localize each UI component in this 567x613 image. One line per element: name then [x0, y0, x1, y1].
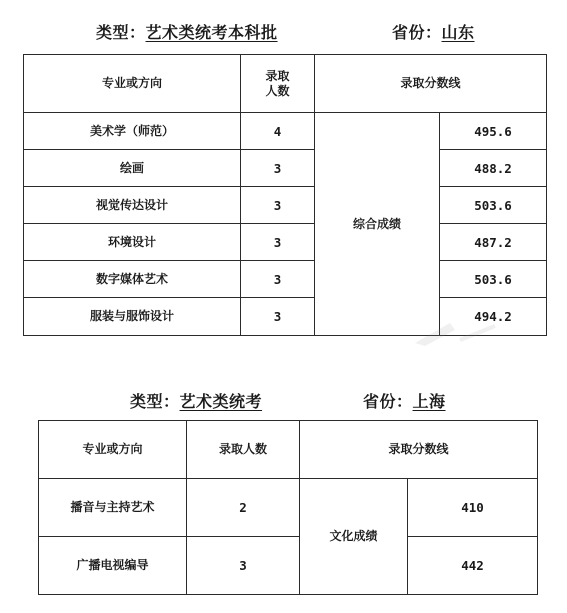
- row-count: 3: [241, 187, 315, 224]
- header-major: 专业或方向: [24, 55, 241, 113]
- header-count: [241, 55, 315, 113]
- row-major: 广播电视编导: [39, 537, 187, 595]
- row-major: 美术学（师范）: [24, 113, 241, 150]
- row-major: 绘画: [24, 150, 241, 187]
- header-count-line2: 人数: [265, 83, 290, 98]
- section1-province-label: 省份：: [392, 23, 442, 42]
- row-count: 2: [187, 479, 300, 537]
- table-row: [24, 150, 547, 187]
- section2-type-value: 艺术类统考: [179, 392, 263, 411]
- header-score: 录取分数线: [300, 421, 538, 479]
- header-count-line1: 录取: [265, 68, 290, 83]
- row-score: 495.6: [440, 113, 547, 150]
- section2-province: [363, 389, 446, 412]
- row-score: 503.6: [440, 261, 547, 298]
- row-count: 4: [241, 113, 315, 150]
- row-score: 487.2: [440, 224, 547, 261]
- section1-province: [392, 20, 475, 43]
- section1-admission-table: [23, 54, 547, 336]
- header-count: 录取人数: [187, 421, 300, 479]
- table-row: [24, 113, 547, 150]
- row-score: 442: [408, 537, 538, 595]
- header-major: 专业或方向: [39, 421, 187, 479]
- row-major: 视觉传达设计: [24, 187, 241, 224]
- score-type: 综合成绩: [315, 113, 440, 336]
- row-score: 410: [408, 479, 538, 537]
- table-header-row: [39, 421, 538, 479]
- row-score: 503.6: [440, 187, 547, 224]
- row-score: 488.2: [440, 150, 547, 187]
- table-row: [24, 298, 547, 336]
- row-count: 3: [241, 298, 315, 336]
- section2-admission-table: [38, 420, 538, 595]
- section2-header: [130, 389, 262, 412]
- score-type: 文化成绩: [300, 479, 408, 595]
- section2-province-value: 上海: [412, 392, 446, 411]
- table-row: [39, 479, 538, 537]
- table-header-row: [24, 55, 547, 113]
- row-count: 3: [241, 224, 315, 261]
- table-row: [24, 224, 547, 261]
- header-score: 录取分数线: [315, 55, 547, 113]
- section2-type-label: 类型：: [130, 392, 180, 411]
- row-major: 服装与服饰设计: [24, 298, 241, 336]
- section1-type-value: 艺术类统考本科批: [145, 23, 278, 42]
- section1-province-value: 山东: [441, 23, 475, 42]
- section2-province-label: 省份：: [363, 392, 413, 411]
- row-major: 环境设计: [24, 224, 241, 261]
- row-major: 数字媒体艺术: [24, 261, 241, 298]
- section1-header: [96, 20, 278, 43]
- row-count: 3: [241, 261, 315, 298]
- section1-type-label: 类型：: [96, 23, 146, 42]
- table-row: [24, 187, 547, 224]
- table-row: [24, 261, 547, 298]
- row-score: 494.2: [440, 298, 547, 336]
- row-count: 3: [241, 150, 315, 187]
- row-major: 播音与主持艺术: [39, 479, 187, 537]
- row-count: 3: [187, 537, 300, 595]
- table-row: [39, 537, 538, 595]
